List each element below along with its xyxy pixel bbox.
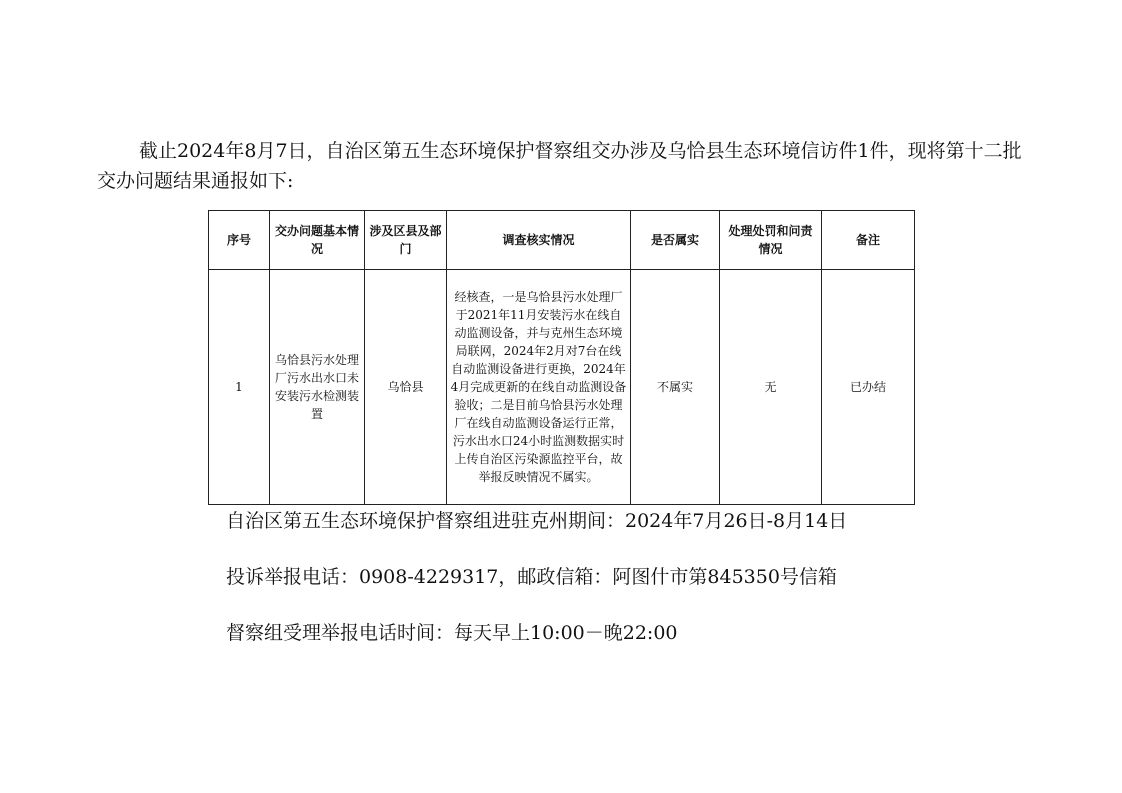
header-investigation: 调查核实情况 — [447, 211, 631, 270]
header-verified: 是否属实 — [631, 211, 720, 270]
cell-dept: 乌恰县 — [365, 270, 447, 505]
table-row — [209, 270, 915, 505]
cell-verified: 不属实 — [631, 270, 720, 505]
header-no: 序号 — [209, 211, 270, 270]
cell-issue: 乌恰县污水处理厂污水出水口未安装污水检测装置 — [270, 270, 365, 505]
intro-paragraph: 截止2024年8月7日，自治区第五生态环境保护督察组交办涉及乌恰县生态环境信访件1件，现将第十二批交办问题结果通报如下: — [97, 140, 1022, 192]
results-table — [208, 210, 915, 505]
cell-remark: 已办结 — [822, 270, 915, 505]
cell-investigation: 经核查，一是乌恰县污水处理厂于2021年11月安装污水在线自动监测设备，并与克州生态环境局联网，2024年2月对7台在线自动监测设备进行更换，2024年4月完成更新的在线自动监测设备验收；二是目前乌恰县污水处理厂在线自动监测设备运行正常，污水出水口24小时监测数据实时上传自治区污染源监控平台，故举报反映情况不属实。 — [447, 270, 631, 505]
cell-penalty: 无 — [720, 270, 822, 505]
complaint-contact: 投诉举报电话：0908-4229317，邮政信箱：阿图什市第845350号信箱 — [226, 566, 837, 588]
header-issue: 交办问题基本情况 — [270, 211, 365, 270]
cell-no: 1 — [209, 270, 270, 505]
header-remark: 备注 — [822, 211, 915, 270]
table-header-row — [209, 211, 915, 270]
header-dept: 涉及区县及部门 — [365, 211, 447, 270]
inspection-period: 自治区第五生态环境保护督察组进驻克州期间：2024年7月26日-8月14日 — [226, 510, 848, 532]
header-penalty: 处理处罚和问责情况 — [720, 211, 822, 270]
hotline-hours: 督察组受理举报电话时间：每天早上10:00－晚22:00 — [226, 622, 678, 644]
